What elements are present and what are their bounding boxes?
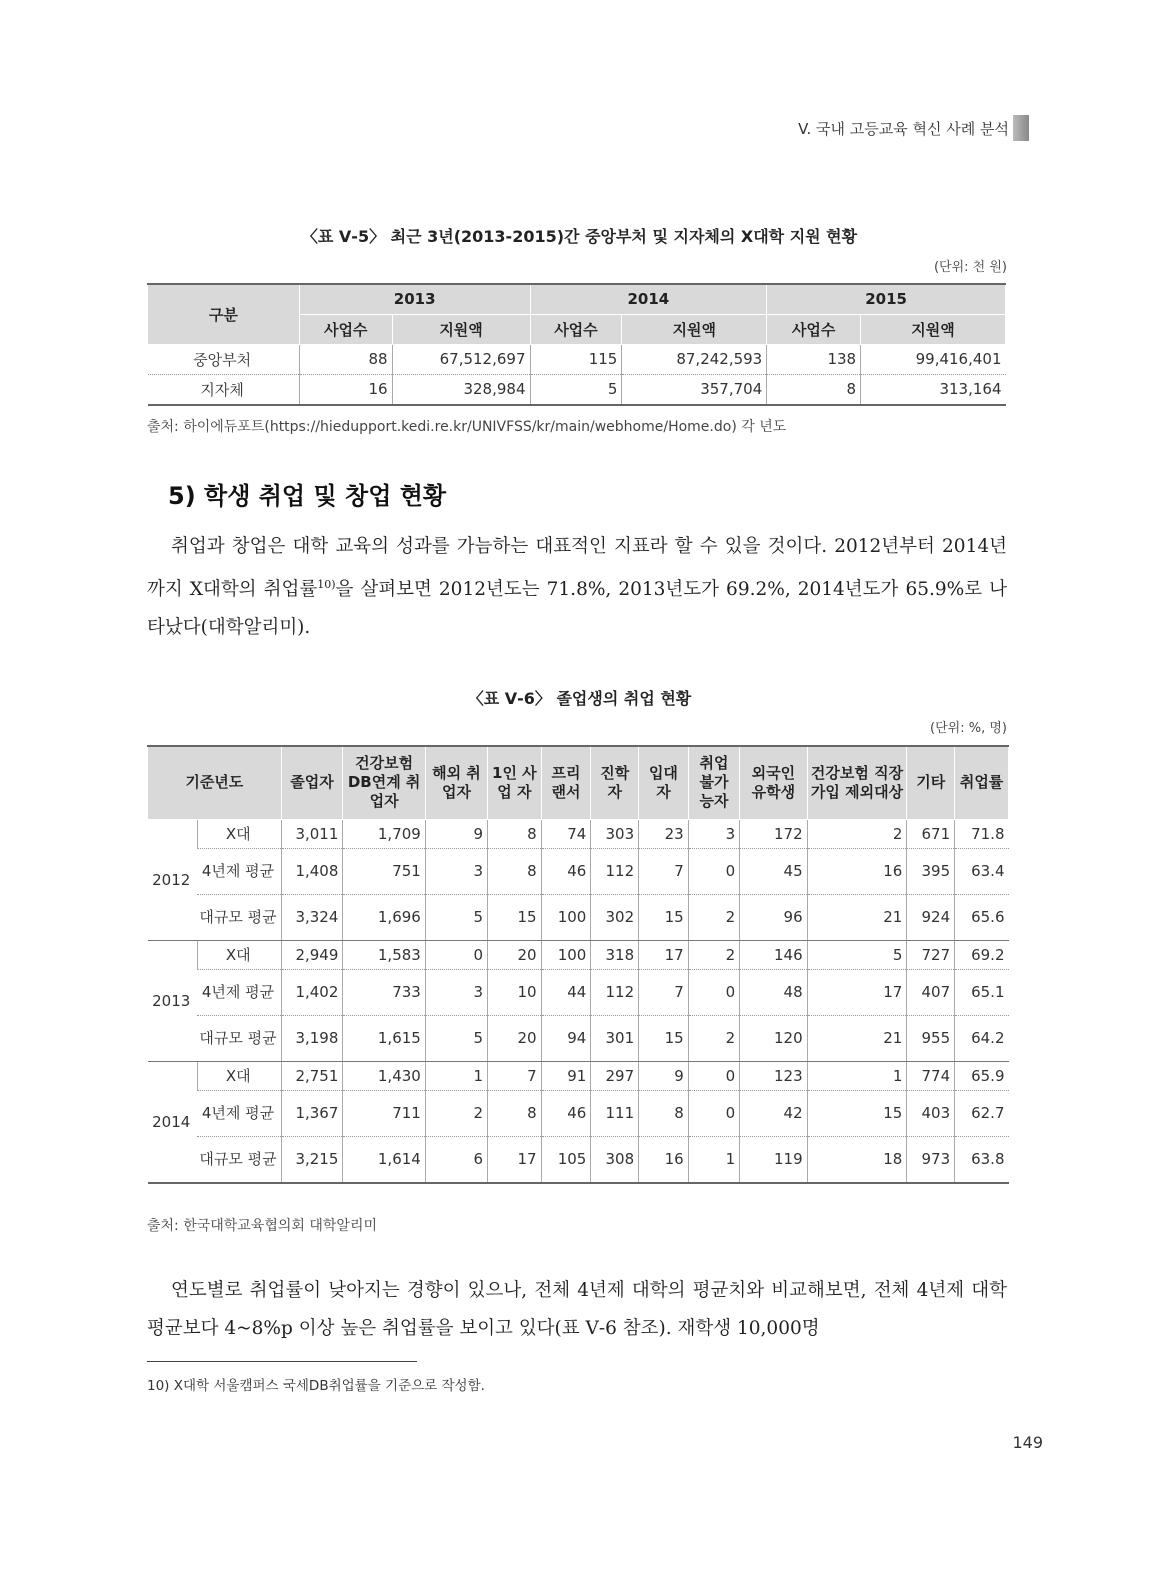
table-cell: 7 bbox=[488, 1061, 542, 1090]
table-cell: 123 bbox=[740, 1061, 807, 1090]
table-cell: 0 bbox=[688, 1090, 739, 1136]
table-cell: 774 bbox=[907, 1061, 955, 1090]
row-label: 대규모 평균 bbox=[197, 894, 281, 940]
table-cell: 1,709 bbox=[343, 819, 425, 848]
column-header: 건강보험 직장가입 제외대상 bbox=[807, 746, 907, 819]
paragraph-comparison: 연도별로 취업률이 낮아지는 경향이 있으나, 전체 4년제 대학의 평균치와 비교해보면, 전체 4년제 대학 평균보다 4~8%p 이상 높은 취업률을 보이고 있다(표 Ⅴ-6 참조). 재학생 10,000명 bbox=[147, 1280, 1007, 1339]
table-cell: 751 bbox=[343, 848, 425, 894]
table-cell: 2 bbox=[688, 940, 739, 969]
table-cell: 46 bbox=[541, 1090, 591, 1136]
table-cell: 20 bbox=[488, 940, 542, 969]
table-cell: 403 bbox=[907, 1090, 955, 1136]
table-cell: 328,984 bbox=[392, 374, 530, 405]
table-cell: 0 bbox=[688, 1061, 739, 1090]
table-cell: 74 bbox=[541, 819, 591, 848]
table-row bbox=[148, 940, 1009, 969]
table-cell: 1,367 bbox=[281, 1090, 343, 1136]
footnote: 10) X대학 서울캠퍼스 국세DB취업률을 기준으로 작성함. bbox=[147, 1378, 485, 1394]
table-cell: 63.4 bbox=[955, 848, 1009, 894]
table-cell: 45 bbox=[740, 848, 807, 894]
table-cell: 1 bbox=[425, 1061, 487, 1090]
header-year-2015: 2015 bbox=[767, 284, 1006, 314]
table-cell: 16 bbox=[639, 1136, 689, 1183]
header-support-amount: 지원액 bbox=[392, 314, 530, 344]
footnote-rule bbox=[147, 1361, 417, 1362]
table-cell: 733 bbox=[343, 969, 425, 1015]
row-label: 대규모 평균 bbox=[197, 1136, 281, 1183]
table-cell: 1 bbox=[807, 1061, 907, 1090]
table-cell: 112 bbox=[591, 848, 639, 894]
header-support-amount: 지원액 bbox=[861, 314, 1006, 344]
footnote-ref: 10) bbox=[317, 578, 336, 591]
table-row bbox=[148, 1090, 1009, 1136]
table-cell: 1,408 bbox=[281, 848, 343, 894]
table-cell: 303 bbox=[591, 819, 639, 848]
table-cell: 88 bbox=[299, 344, 392, 374]
table-cell: 65.6 bbox=[955, 894, 1009, 940]
table-cell: 1 bbox=[688, 1136, 739, 1183]
table-cell: 3 bbox=[688, 819, 739, 848]
section-heading: 5) 학생 취업 및 창업 현황 bbox=[168, 482, 447, 510]
table-cell: 924 bbox=[907, 894, 955, 940]
column-header: 입대 자 bbox=[639, 746, 689, 819]
year-label: 2013 bbox=[148, 940, 198, 1061]
table-cell: 17 bbox=[807, 969, 907, 1015]
column-header: 해외 취업자 bbox=[425, 746, 487, 819]
running-head bbox=[798, 118, 1009, 139]
column-header: 기준년도 bbox=[148, 746, 282, 819]
column-header: 건강보험 DB연계 취업자 bbox=[343, 746, 425, 819]
table-cell: 42 bbox=[740, 1090, 807, 1136]
year-label: 2014 bbox=[148, 1061, 198, 1183]
table-cell: 395 bbox=[907, 848, 955, 894]
table-cell: 172 bbox=[740, 819, 807, 848]
table2-unit: (단위: %, 명) bbox=[930, 721, 1007, 736]
table-cell: 99,416,401 bbox=[861, 344, 1006, 374]
header-support-amount: 지원액 bbox=[622, 314, 767, 344]
table-cell: 23 bbox=[639, 819, 689, 848]
table-cell: 8 bbox=[639, 1090, 689, 1136]
table-cell: 67,512,697 bbox=[392, 344, 530, 374]
table1-unit: (단위: 천 원) bbox=[933, 260, 1007, 275]
table-cell: 20 bbox=[488, 1015, 542, 1061]
page-number: 149 bbox=[1012, 1433, 1043, 1452]
table-cell: 308 bbox=[591, 1136, 639, 1183]
table-cell: 18 bbox=[807, 1136, 907, 1183]
table-cell: 357,704 bbox=[622, 374, 767, 405]
table-cell: 1,696 bbox=[343, 894, 425, 940]
header-year-2014: 2014 bbox=[530, 284, 767, 314]
table-cell: 138 bbox=[767, 344, 861, 374]
paragraph-text-a: 취업과 창업은 대학 교육의 성과를 가늠하는 대표적인 지표라 할 수 있을 것이다. 2012년부터 2014년까지 X대학의 취업률 bbox=[147, 536, 1007, 601]
table-cell: 17 bbox=[488, 1136, 542, 1183]
header-category: 구분 bbox=[148, 284, 300, 344]
table-cell: 10 bbox=[488, 969, 542, 1015]
table-cell: 6 bbox=[425, 1136, 487, 1183]
table-cell: 313,164 bbox=[861, 374, 1006, 405]
table-cell: 48 bbox=[740, 969, 807, 1015]
table-cell: 7 bbox=[639, 969, 689, 1015]
table-cell: 112 bbox=[591, 969, 639, 1015]
column-header: 외국인 유학생 bbox=[740, 746, 807, 819]
table-cell: 318 bbox=[591, 940, 639, 969]
table-cell: 21 bbox=[807, 1015, 907, 1061]
row-label: X대 bbox=[197, 1061, 281, 1090]
table-cell: 16 bbox=[299, 374, 392, 405]
table-row bbox=[148, 894, 1009, 940]
table-row bbox=[148, 819, 1009, 848]
table-cell: 120 bbox=[740, 1015, 807, 1061]
table-cell: 955 bbox=[907, 1015, 955, 1061]
table2-caption: 〈표 Ⅴ-6〉 졸업생의 취업 현황 bbox=[467, 689, 692, 708]
column-header: 진학 자 bbox=[591, 746, 639, 819]
table-cell: 15 bbox=[639, 1015, 689, 1061]
table-cell: 100 bbox=[541, 894, 591, 940]
table-cell: 17 bbox=[639, 940, 689, 969]
table-cell: 1,430 bbox=[343, 1061, 425, 1090]
table-cell: 1,402 bbox=[281, 969, 343, 1015]
table-cell: 2 bbox=[688, 894, 739, 940]
table-cell: 3,011 bbox=[281, 819, 343, 848]
table-cell: 5 bbox=[425, 1015, 487, 1061]
table-cell: 111 bbox=[591, 1090, 639, 1136]
table-cell: 9 bbox=[425, 819, 487, 848]
column-header: 기타 bbox=[907, 746, 955, 819]
table-cell: 2,949 bbox=[281, 940, 343, 969]
table-cell: 1,615 bbox=[343, 1015, 425, 1061]
table-cell: 2 bbox=[807, 819, 907, 848]
row-label: 대규모 평균 bbox=[197, 1015, 281, 1061]
table-cell: 115 bbox=[530, 344, 622, 374]
table-cell: 16 bbox=[807, 848, 907, 894]
running-head-text: V. 국내 고등교육 혁신 사례 분석 bbox=[798, 120, 1009, 138]
column-header: 졸업자 bbox=[281, 746, 343, 819]
table-cell: 5 bbox=[807, 940, 907, 969]
table2-source: 출처: 한국대학교육협의회 대학알리미 bbox=[147, 1218, 378, 1234]
table-cell: 2 bbox=[688, 1015, 739, 1061]
table-cell: 100 bbox=[541, 940, 591, 969]
table-cell: 407 bbox=[907, 969, 955, 1015]
table-cell: 46 bbox=[541, 848, 591, 894]
table-cell: 8 bbox=[488, 1090, 542, 1136]
header-project-count: 사업수 bbox=[767, 314, 861, 344]
table-row bbox=[148, 1015, 1009, 1061]
header-year-2013: 2013 bbox=[299, 284, 530, 314]
table-cell: 69.2 bbox=[955, 940, 1009, 969]
table-cell: 7 bbox=[639, 848, 689, 894]
table1-caption: 〈표 Ⅴ-5〉 최근 3년(2013-2015)간 중앙부처 및 지자체의 X대학 지원 현황 bbox=[301, 227, 858, 246]
row-label: 4년제 평균 bbox=[197, 848, 281, 894]
row-label: 4년제 평균 bbox=[197, 1090, 281, 1136]
table-cell: 973 bbox=[907, 1136, 955, 1183]
table-cell: 15 bbox=[488, 894, 542, 940]
paragraph-employment bbox=[147, 528, 1007, 647]
table-cell: 5 bbox=[530, 374, 622, 405]
header-project-count: 사업수 bbox=[299, 314, 392, 344]
table-cell: 2,751 bbox=[281, 1061, 343, 1090]
column-header: 취업률 bbox=[955, 746, 1009, 819]
header-project-count: 사업수 bbox=[530, 314, 622, 344]
table-cell: 119 bbox=[740, 1136, 807, 1183]
table-row bbox=[148, 1136, 1009, 1183]
row-label: 지자체 bbox=[148, 374, 300, 405]
table-cell: 0 bbox=[688, 969, 739, 1015]
column-header: 프리 랜서 bbox=[541, 746, 591, 819]
table-cell: 2 bbox=[425, 1090, 487, 1136]
running-head-bar bbox=[1013, 115, 1029, 141]
table-cell: 0 bbox=[688, 848, 739, 894]
table-cell: 297 bbox=[591, 1061, 639, 1090]
table-cell: 0 bbox=[425, 940, 487, 969]
row-label: 중앙부처 bbox=[148, 344, 300, 374]
table-cell: 15 bbox=[807, 1090, 907, 1136]
table-row bbox=[148, 344, 1006, 374]
table-cell: 62.7 bbox=[955, 1090, 1009, 1136]
table-cell: 65.9 bbox=[955, 1061, 1009, 1090]
table-cell: 65.1 bbox=[955, 969, 1009, 1015]
column-header: 취업 불가 능자 bbox=[688, 746, 739, 819]
table-row bbox=[148, 969, 1009, 1015]
table-cell: 87,242,593 bbox=[622, 344, 767, 374]
table-cell: 63.8 bbox=[955, 1136, 1009, 1183]
table-cell: 21 bbox=[807, 894, 907, 940]
row-label: 4년제 평균 bbox=[197, 969, 281, 1015]
table-cell: 8 bbox=[488, 848, 542, 894]
table-cell: 71.8 bbox=[955, 819, 1009, 848]
table-cell: 5 bbox=[425, 894, 487, 940]
employment-table bbox=[147, 745, 1009, 1184]
table-cell: 8 bbox=[488, 819, 542, 848]
table-cell: 3 bbox=[425, 969, 487, 1015]
table-row bbox=[148, 1061, 1009, 1090]
table-cell: 1,614 bbox=[343, 1136, 425, 1183]
table-cell: 301 bbox=[591, 1015, 639, 1061]
table-cell: 105 bbox=[541, 1136, 591, 1183]
table-cell: 91 bbox=[541, 1061, 591, 1090]
table-cell: 64.2 bbox=[955, 1015, 1009, 1061]
support-table bbox=[147, 283, 1006, 406]
table-row bbox=[148, 374, 1006, 405]
row-label: X대 bbox=[197, 940, 281, 969]
table-cell: 96 bbox=[740, 894, 807, 940]
table-cell: 671 bbox=[907, 819, 955, 848]
year-label: 2012 bbox=[148, 819, 198, 940]
table-cell: 8 bbox=[767, 374, 861, 405]
table-cell: 302 bbox=[591, 894, 639, 940]
table1-source: 출처: 하이에듀포트(https://hiedupport.kedi.re.kr/UNIVFSS/kr/main/webhome/Home.do) 각 년도 bbox=[147, 419, 787, 435]
table-cell: 3,215 bbox=[281, 1136, 343, 1183]
table-cell: 94 bbox=[541, 1015, 591, 1061]
table-cell: 9 bbox=[639, 1061, 689, 1090]
table-cell: 727 bbox=[907, 940, 955, 969]
row-label: X대 bbox=[197, 819, 281, 848]
table-cell: 3,324 bbox=[281, 894, 343, 940]
column-header: 1인 사업 자 bbox=[488, 746, 542, 819]
table-cell: 3 bbox=[425, 848, 487, 894]
table-cell: 44 bbox=[541, 969, 591, 1015]
table-cell: 711 bbox=[343, 1090, 425, 1136]
paragraph-text-b: 을 살펴보면 2012년도는 71.8%, 2013년도가 69.2%, 2014년도가 65.9%로 나타났다(대학알리미). bbox=[147, 579, 1007, 639]
table-cell: 15 bbox=[639, 894, 689, 940]
table-row bbox=[148, 848, 1009, 894]
table-cell: 146 bbox=[740, 940, 807, 969]
table-cell: 3,198 bbox=[281, 1015, 343, 1061]
table-cell: 1,583 bbox=[343, 940, 425, 969]
